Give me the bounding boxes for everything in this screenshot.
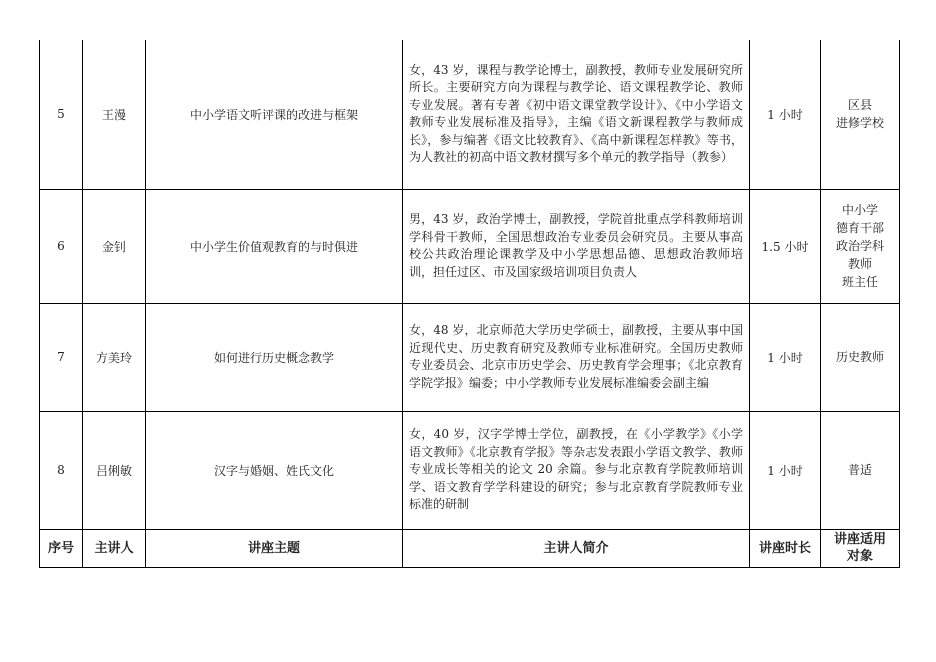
header-audience-line: 对象 <box>846 549 873 564</box>
speaker-intro-text: 女，40 岁，汉字学博士学位，副教授，在《小学教学》《小学语文教师》《北京教育学报》等杂志发表跟小学语文教学、教师专业成长等相关的论文 20 余篇。参与北京教育学院教师培训学、语文教育学学科建设的研究；参与北京教育学院教师专业标准的研制 <box>409 427 743 512</box>
lecture-table <box>39 40 900 568</box>
target-audience <box>821 40 900 189</box>
speaker-intro <box>403 411 750 529</box>
lecture-topic: 中小学语文听评课的改进与框架 <box>146 40 403 189</box>
table-row <box>40 189 900 303</box>
target-audience <box>821 303 900 411</box>
audience-line: 政治学科 <box>835 239 884 253</box>
lecture-topic: 汉字与婚姻、姓氏文化 <box>146 411 403 529</box>
audience-line: 德育干部 <box>835 221 884 235</box>
table-row <box>40 303 900 411</box>
header-number: 序号 <box>40 529 83 567</box>
header-intro: 主讲人简介 <box>403 529 750 567</box>
header-topic: 讲座主题 <box>146 529 403 567</box>
table-row <box>40 40 900 189</box>
audience-line: 进修学校 <box>835 116 884 131</box>
speaker-name: 王漫 <box>83 40 146 189</box>
header-speaker: 主讲人 <box>83 529 146 567</box>
audience-line: 普适 <box>847 463 872 477</box>
header-audience <box>821 529 900 567</box>
target-audience <box>821 411 900 529</box>
row-number: 8 <box>40 411 83 529</box>
table-header-row <box>40 529 900 567</box>
lecture-duration: 1 小时 <box>750 40 821 189</box>
speaker-intro <box>403 303 750 411</box>
lecture-topic: 如何进行历史概念教学 <box>146 303 403 411</box>
speaker-name: 方美玲 <box>83 303 146 411</box>
speaker-name: 金钊 <box>83 189 146 303</box>
audience-line: 班主任 <box>841 275 878 289</box>
audience-line: 教师 <box>847 257 872 271</box>
speaker-intro-text: 女，48 岁，北京师范大学历史学硕士，副教授，主要从事中国近现代史、历史教育研究及教师专业标准研究。全国历史教师专业委员会、北京市历史学会、历史教育学会理事；《北京教育学院学报》编委；中小学教师专业发展标准编委会副主编 <box>409 323 743 390</box>
target-audience <box>821 189 900 303</box>
speaker-intro <box>403 189 750 303</box>
audience-line: 区县 <box>847 98 872 113</box>
row-number: 7 <box>40 303 83 411</box>
row-number: 5 <box>40 40 83 189</box>
lecture-topic: 中小学生价值观教育的与时俱进 <box>146 189 403 303</box>
lecture-duration: 1 小时 <box>750 411 821 529</box>
lecture-duration: 1.5 小时 <box>750 189 821 303</box>
speaker-intro-text: 男，43 岁，政治学博士，副教授，学院首批重点学科教师培训学科骨干教师，全国思想政治专业委员会研究员。主要从事高校公共政治理论课教学及中小学思想品德、思想政治教师培训，担任过区、市及国家级培训项目负责人 <box>409 212 743 279</box>
table-row <box>40 411 900 529</box>
speaker-intro-text: 女，43 岁，课程与教学论博士，副教授，教师专业发展研究所所长。主要研究方向为课程与教学论、语文课程教学论、教师专业发展。著有专著《初中语文课堂教学设计》、《中小学语文教师专业发展标准及指导》，主编《语文新课程教学与教师成长》，参与编著《语文比较教育》、《高中新课程怎样教》等书，为人教社的初高中语文教材撰写多个单元的教学指导（教参） <box>409 62 743 165</box>
audience-line: 中小学 <box>841 203 878 217</box>
speaker-intro <box>403 40 750 189</box>
lecture-duration: 1 小时 <box>750 303 821 411</box>
audience-line: 历史教师 <box>835 350 884 364</box>
header-audience-line: 讲座适用 <box>833 532 886 547</box>
row-number: 6 <box>40 189 83 303</box>
speaker-name: 吕俐敏 <box>83 411 146 529</box>
header-duration: 讲座时长 <box>750 529 821 567</box>
